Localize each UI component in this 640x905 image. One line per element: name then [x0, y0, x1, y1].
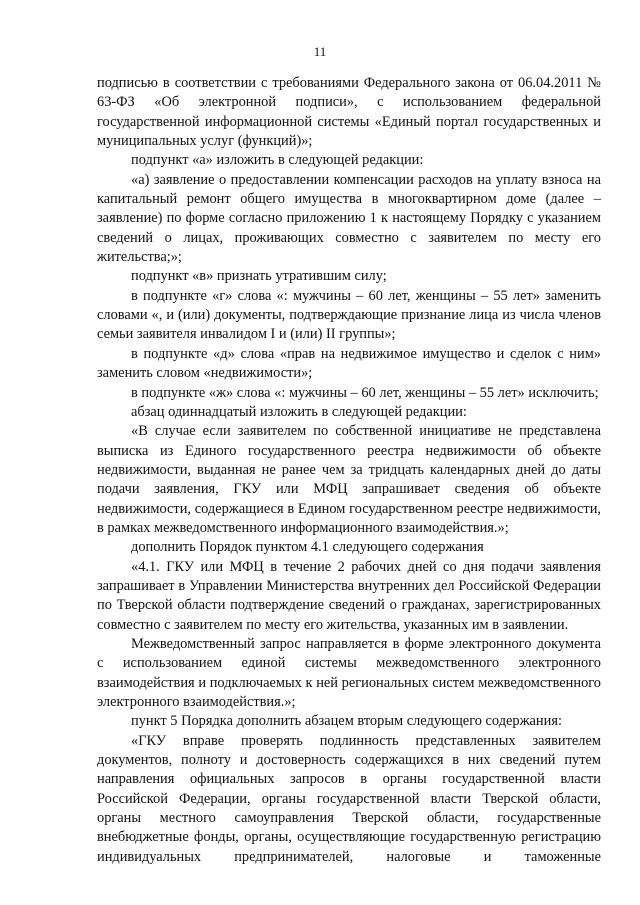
document-body [97, 74, 601, 867]
body-paragraph: пункт 5 Порядка дополнить абзацем вторым следующего содержания: [131, 713, 562, 730]
body-paragraph: «В случае если заявителем по собственной инициативе не представлена выписка из Единого государственного реестра недвижимости об объекте недвижимости, выданная не ранее чем за тридцать календарных дней до даты подачи заявления, ГКУ или МФЦ запрашивает сведения об объекте недвижимости, содержащиеся в Едином государственном реестре недвижимости, в рамках межведомственного информационного взаимодействия.»; [97, 423, 601, 536]
body-paragraph: «4.1. ГКУ или МФЦ в течение 2 рабочих дней со дня подачи заявления запрашивает в Управлении Министерства внутренних дел Российской Федерации по Тверской области подтверждение сведений о гражданах, зарегистрированных совместно с заявителем по месту его жительства, указанных им в заявлении. [97, 558, 601, 633]
body-paragraph: в подпункте «г» слова «: мужчины – 60 лет, женщины – 55 лет» заменить словами «, и (или) документы, подтверждающие признание лица из числа членов семьи заявителя инвалидом I и (или) II группы»; [97, 287, 601, 343]
body-paragraph: Межведомственный запрос направляется в форме электронного документа с использованием единой системы межведомственного электронного взаимодействия и подключаемых к ней региональных систем межведомственного электронного взаимодействия.»; [97, 635, 601, 710]
body-paragraph: «ГКУ вправе проверять подлинность представленных заявителем документов, полноту и достоверность содержащихся в них сведений путем направления официальных запросов в органы государственной власти Российской Федерации, органы государственной власти Тверской области, органы местного самоуправления Тверской области, государственные внебюджетные фонды, органы, осуществляющие государственную регистрацию индивидуальных предпринимателей, налоговые и таможенные [97, 732, 601, 865]
body-paragraph: подпункт «в» признать утратившим силу; [131, 268, 387, 285]
body-paragraph: в подпункте «ж» слова «: мужчины – 60 лет, женщины – 55 лет» исключить; [131, 384, 599, 401]
page-number: 11 [313, 44, 327, 59]
body-paragraph: абзац одиннадцатый изложить в следующей редакции: [131, 403, 467, 420]
body-paragraph: подпункт «а» изложить в следующей редакции: [131, 152, 424, 169]
body-paragraph: в подпункте «д» слова «прав на недвижимое имущество и сделок с ним» заменить словом «недвижимости»; [97, 345, 601, 382]
body-paragraph: «а) заявление о предоставлении компенсации расходов на уплату взноса на капитальный ремонт общего имущества в многоквартирном доме (далее – заявление) по форме согласно приложению 1 к настоящему Порядку с указанием сведений о лицах, проживающих совместно с заявителем по месту его жительства;»; [97, 171, 601, 266]
body-paragraph: подписью в соответствии с требованиями Федерального закона от 06.04.2011 № 63-ФЗ «Об электронной подписи», с использованием федеральной государственной информационной системы «Единый портал государственных и муниципальных услуг (функций)»; [97, 75, 601, 150]
body-paragraph: дополнить Порядок пунктом 4.1 следующего содержания [131, 539, 484, 556]
